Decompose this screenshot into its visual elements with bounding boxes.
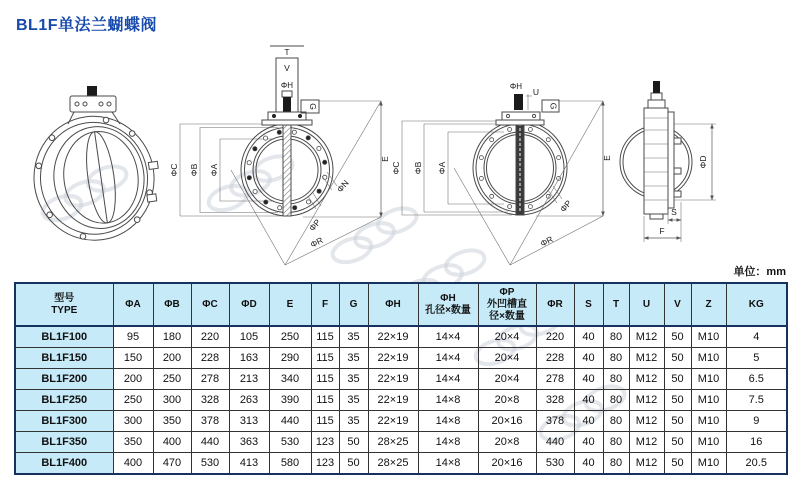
column-header: ΦP 外凹槽直 径×数量 <box>478 283 536 326</box>
valve-side-view <box>606 54 800 268</box>
table-row <box>15 326 787 348</box>
value-cell: 363 <box>229 432 269 453</box>
dim-label: G <box>548 102 559 110</box>
value-cell: 328 <box>191 390 229 411</box>
dim-label: ΦB <box>413 161 423 175</box>
value-cell: 228 <box>536 348 574 369</box>
value-cell: 20×4 <box>478 326 536 348</box>
table-row <box>15 390 787 411</box>
value-cell: M12 <box>629 326 664 348</box>
value-cell: M10 <box>691 453 726 475</box>
value-cell: 22×19 <box>368 326 418 348</box>
value-cell: M12 <box>629 432 664 453</box>
value-cell: 80 <box>603 348 629 369</box>
value-cell: 40 <box>574 348 603 369</box>
dim-label: ΦR <box>538 233 555 249</box>
value-cell: 20×8 <box>478 390 536 411</box>
model-cell: BL1F350 <box>15 432 113 453</box>
value-cell: 20×4 <box>478 369 536 390</box>
value-cell: 50 <box>339 453 368 475</box>
value-cell: 50 <box>664 369 691 390</box>
value-cell: 50 <box>664 326 691 348</box>
column-header: S <box>574 283 603 326</box>
value-cell: 328 <box>536 390 574 411</box>
value-cell: 115 <box>311 326 339 348</box>
value-cell: M12 <box>629 369 664 390</box>
value-cell: 530 <box>536 453 574 475</box>
column-header: ΦH 孔径×数量 <box>418 283 478 326</box>
column-header: E <box>269 283 311 326</box>
column-header: U <box>629 283 664 326</box>
column-header: F <box>311 283 339 326</box>
value-cell: 180 <box>153 326 191 348</box>
model-cell: BL1F200 <box>15 369 113 390</box>
dim-label: ΦD <box>698 155 708 169</box>
value-cell: 80 <box>603 369 629 390</box>
model-cell: BL1F300 <box>15 411 113 432</box>
dim-label: ΦB <box>189 163 199 177</box>
dim-label: ΦA <box>209 163 219 177</box>
value-cell: 80 <box>603 390 629 411</box>
table-row <box>15 369 787 390</box>
value-cell: 123 <box>311 453 339 475</box>
column-header: ΦD <box>229 283 269 326</box>
value-cell: M10 <box>691 369 726 390</box>
column-header: G <box>339 283 368 326</box>
value-cell: M10 <box>691 348 726 369</box>
value-cell: 40 <box>574 411 603 432</box>
valve-perspective-view <box>16 84 191 256</box>
column-header: Z <box>691 283 726 326</box>
value-cell: M12 <box>629 453 664 475</box>
unit-note: 单位：mm <box>733 266 786 278</box>
value-cell: 278 <box>536 369 574 390</box>
value-cell: 14×4 <box>418 326 478 348</box>
valve-stem-section <box>283 124 291 216</box>
value-cell: 440 <box>536 432 574 453</box>
dim-label: G <box>308 103 318 110</box>
value-cell: 14×8 <box>418 453 478 475</box>
value-cell: 35 <box>339 411 368 432</box>
value-cell: 250 <box>269 326 311 348</box>
column-header: V <box>664 283 691 326</box>
value-cell: 35 <box>339 369 368 390</box>
value-cell: M12 <box>629 390 664 411</box>
value-cell: 22×19 <box>368 369 418 390</box>
dim-label: F <box>659 226 665 236</box>
value-cell: 22×19 <box>368 348 418 369</box>
value-cell: 530 <box>191 453 229 475</box>
value-cell: 40 <box>574 390 603 411</box>
value-cell: 115 <box>311 390 339 411</box>
value-cell: M12 <box>629 348 664 369</box>
dim-label: E <box>602 155 612 161</box>
page-title: BL1F单法兰蝴蝶阀 <box>16 17 158 34</box>
value-cell: 16 <box>726 432 787 453</box>
value-cell: 390 <box>269 390 311 411</box>
value-cell: 580 <box>269 453 311 475</box>
value-cell: 50 <box>664 453 691 475</box>
value-cell: 150 <box>113 348 153 369</box>
value-cell: 80 <box>603 411 629 432</box>
dim-label: ΦC <box>391 161 401 175</box>
value-cell: 14×8 <box>418 390 478 411</box>
dim-label: S <box>671 207 677 217</box>
value-cell: 250 <box>113 390 153 411</box>
value-cell: 300 <box>153 390 191 411</box>
model-cell: BL1F400 <box>15 453 113 475</box>
value-cell: 278 <box>191 369 229 390</box>
dim-label: U <box>532 87 540 97</box>
dim-label: ΦN <box>334 177 351 195</box>
value-cell: 50 <box>664 432 691 453</box>
valve-body-3d <box>26 86 167 248</box>
column-header: ΦA <box>113 283 153 326</box>
table-row <box>15 411 787 432</box>
value-cell: 20×16 <box>478 411 536 432</box>
value-cell: M10 <box>691 390 726 411</box>
dim-label: E <box>380 156 390 162</box>
dim-label: T <box>284 47 290 57</box>
value-cell: 20×16 <box>478 453 536 475</box>
value-cell: 290 <box>269 348 311 369</box>
value-cell: 530 <box>269 432 311 453</box>
value-cell: 35 <box>339 326 368 348</box>
valve-front-view-a <box>170 38 392 270</box>
value-cell: 40 <box>574 326 603 348</box>
header-row <box>15 283 787 326</box>
value-cell: 213 <box>229 369 269 390</box>
dim-label: V <box>284 63 290 73</box>
value-cell: 40 <box>574 432 603 453</box>
dim-label: ΦC <box>169 163 179 177</box>
column-header: ΦH <box>368 283 418 326</box>
value-cell: 50 <box>664 348 691 369</box>
value-cell: 95 <box>113 326 153 348</box>
value-cell: 20×8 <box>478 432 536 453</box>
value-cell: 14×4 <box>418 348 478 369</box>
value-cell: 470 <box>153 453 191 475</box>
value-cell: 40 <box>574 369 603 390</box>
dim-label: ΦR <box>308 234 325 250</box>
value-cell: 340 <box>269 369 311 390</box>
value-cell: 14×8 <box>418 432 478 453</box>
model-cell: BL1F250 <box>15 390 113 411</box>
value-cell: 400 <box>153 432 191 453</box>
value-cell: 440 <box>269 411 311 432</box>
column-header: ΦR <box>536 283 574 326</box>
dim-label: ΦA <box>437 161 447 175</box>
value-cell: 80 <box>603 453 629 475</box>
valve-front-view-b <box>390 38 615 270</box>
column-header: ΦC <box>191 283 229 326</box>
value-cell: 28×25 <box>368 432 418 453</box>
column-header: ΦB <box>153 283 191 326</box>
value-cell: M10 <box>691 326 726 348</box>
value-cell: 7.5 <box>726 390 787 411</box>
table-row <box>15 432 787 453</box>
value-cell: 20.5 <box>726 453 787 475</box>
value-cell: 115 <box>311 411 339 432</box>
value-cell: 440 <box>191 432 229 453</box>
value-cell: 350 <box>113 432 153 453</box>
value-cell: 263 <box>229 390 269 411</box>
table-row <box>15 348 787 369</box>
spec-table <box>14 282 788 475</box>
value-cell: 4 <box>726 326 787 348</box>
value-cell: 50 <box>664 411 691 432</box>
value-cell: 35 <box>339 348 368 369</box>
value-cell: 6.5 <box>726 369 787 390</box>
value-cell: 50 <box>664 390 691 411</box>
model-cell: BL1F100 <box>15 326 113 348</box>
value-cell: 228 <box>191 348 229 369</box>
value-cell: 22×19 <box>368 411 418 432</box>
dim-label: ΦP <box>557 198 574 215</box>
value-cell: 105 <box>229 326 269 348</box>
value-cell: 400 <box>113 453 153 475</box>
value-cell: 115 <box>311 369 339 390</box>
value-cell: 378 <box>191 411 229 432</box>
value-cell: 14×4 <box>418 369 478 390</box>
value-cell: 50 <box>339 432 368 453</box>
value-cell: 220 <box>191 326 229 348</box>
value-cell: 300 <box>113 411 153 432</box>
dim-label: ΦH <box>280 81 294 90</box>
value-cell: 350 <box>153 411 191 432</box>
value-cell: M10 <box>691 432 726 453</box>
value-cell: 220 <box>536 326 574 348</box>
value-cell: 80 <box>603 326 629 348</box>
dim-label: ΦH <box>509 82 523 91</box>
value-cell: 14×8 <box>418 411 478 432</box>
value-cell: 313 <box>229 411 269 432</box>
value-cell: 413 <box>229 453 269 475</box>
value-cell: 115 <box>311 348 339 369</box>
value-cell: 40 <box>574 453 603 475</box>
value-cell: M10 <box>691 411 726 432</box>
value-cell: 22×19 <box>368 390 418 411</box>
value-cell: 28×25 <box>368 453 418 475</box>
value-cell: 35 <box>339 390 368 411</box>
value-cell: 200 <box>113 369 153 390</box>
value-cell: 5 <box>726 348 787 369</box>
value-cell: 163 <box>229 348 269 369</box>
column-header: 型号 TYPE <box>15 283 113 326</box>
column-header: KG <box>726 283 787 326</box>
value-cell: 80 <box>603 432 629 453</box>
value-cell: 200 <box>153 348 191 369</box>
model-cell: BL1F150 <box>15 348 113 369</box>
value-cell: 378 <box>536 411 574 432</box>
value-cell: 123 <box>311 432 339 453</box>
value-cell: 250 <box>153 369 191 390</box>
dim-label: ΦP <box>306 217 323 234</box>
column-header: T <box>603 283 629 326</box>
value-cell: 20×4 <box>478 348 536 369</box>
value-cell: 9 <box>726 411 787 432</box>
table-row <box>15 453 787 475</box>
value-cell: M12 <box>629 411 664 432</box>
